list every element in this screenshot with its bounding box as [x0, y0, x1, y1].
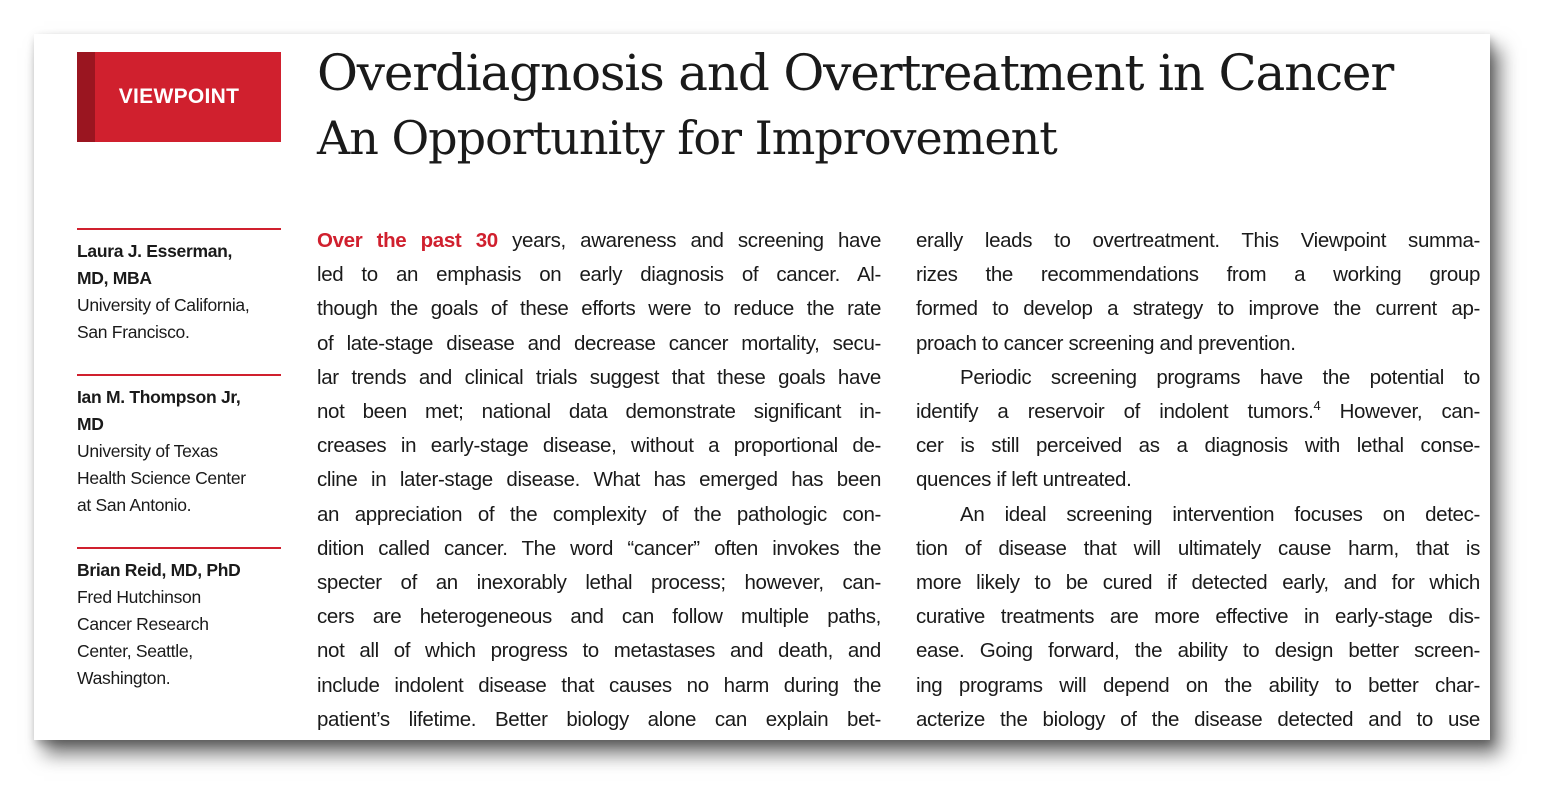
- author-name: MD: [77, 414, 104, 434]
- body-line: led to an emphasis on early diagnosis of cancer. Al-: [317, 263, 881, 287]
- lead-in: Over the past 30: [317, 229, 498, 252]
- body-line: ease. Going forward, the ability to design better screen-: [916, 639, 1480, 663]
- author-affiliation: Center, Seattle,: [77, 641, 193, 661]
- body-line: patient’s lifetime. Better biology alone can explain bet-: [317, 707, 881, 731]
- body-line: identify a reservoir of indolent tumors.$^4$ However, can-: [916, 398, 1480, 424]
- body-line: acterize the biology of the disease detected and to use: [916, 707, 1480, 731]
- body-line: specter of an inexorably lethal process; however, can-: [317, 571, 881, 595]
- author-affiliation: University of California,: [77, 295, 250, 315]
- author-affiliation: Health Science Center: [77, 468, 246, 488]
- body-line: lar trends and clinical trials suggest that these goals have: [317, 365, 881, 389]
- body-column-left: [317, 224, 881, 737]
- article-page: [34, 34, 1490, 740]
- body-line: cline in later-stage disease. What has emerged has been: [317, 468, 881, 492]
- body-line: of late-stage disease and decrease cancer mortality, secu-: [317, 331, 881, 355]
- author-affiliation: San Francisco.: [77, 322, 190, 342]
- article-subtitle: An Opportunity for Improvement: [317, 111, 1057, 165]
- author-affiliation: University of Texas: [77, 441, 218, 461]
- body-line: rizes the recommendations from a working group: [916, 263, 1480, 287]
- body-line: though the goals of these efforts were to reduce the rate: [317, 297, 881, 321]
- author-affiliation: Cancer Research: [77, 614, 209, 634]
- viewpoint-badge: [77, 52, 281, 142]
- body-line: an appreciation of the complexity of the pathologic con-: [317, 502, 881, 526]
- body-line: quences if left untreated.: [916, 468, 1132, 492]
- article-title: Overdiagnosis and Overtreatment in Cancer: [317, 44, 1394, 102]
- viewpoint-label: VIEWPOINT: [118, 85, 240, 108]
- body-line: cer is still perceived as a diagnosis with lethal conse-: [916, 434, 1480, 458]
- author-name: Brian Reid, MD, PhD: [77, 560, 241, 580]
- body-line: creases in early-stage disease, without a proportional de-: [317, 434, 881, 458]
- body-line: An ideal screening intervention focuses on detec-: [960, 502, 1480, 526]
- body-line: formed to develop a strategy to improve the current ap-: [916, 297, 1480, 321]
- author-affiliation: Fred Hutchinson: [77, 587, 201, 607]
- author-name: MD, MBA: [77, 268, 152, 288]
- body-line: Over the past 30 years, awareness and screening have: [317, 229, 881, 252]
- body-column-right: [916, 224, 1480, 737]
- body-line: Periodic screening programs have the potential to: [960, 365, 1480, 389]
- author-block: [77, 228, 281, 346]
- body-line: proach to cancer screening and prevention.: [916, 331, 1296, 355]
- body-line: not all of which progress to metastases and death, and: [317, 639, 881, 663]
- body-line: include indolent disease that causes no harm during the: [317, 673, 881, 697]
- body-line: erally leads to overtreatment. This Viewpoint summa-: [916, 229, 1480, 252]
- body-line: not been met; national data demonstrate significant in-: [317, 400, 881, 424]
- body-line: dition called cancer. The word “cancer” often invokes the: [317, 536, 881, 560]
- author-block: [77, 374, 281, 519]
- author-affiliation: at San Antonio.: [77, 495, 192, 515]
- body-line: ing programs will depend on the ability to better char-: [916, 673, 1480, 697]
- author-name: Ian M. Thompson Jr,: [77, 387, 241, 407]
- author-name: Laura J. Esserman,: [77, 241, 233, 261]
- body-line: tion of disease that will ultimately cause harm, that is: [916, 536, 1480, 560]
- body-line: more likely to be cured if detected early, and for which: [916, 571, 1480, 595]
- body-line: cers are heterogeneous and can follow multiple paths,: [317, 605, 881, 629]
- author-list: [77, 228, 281, 720]
- citation-superscript: 4: [1313, 398, 1321, 414]
- body-line: curative treatments are more effective in early-stage dis-: [916, 605, 1480, 629]
- author-block: [77, 547, 281, 692]
- author-affiliation: Washington.: [77, 668, 171, 688]
